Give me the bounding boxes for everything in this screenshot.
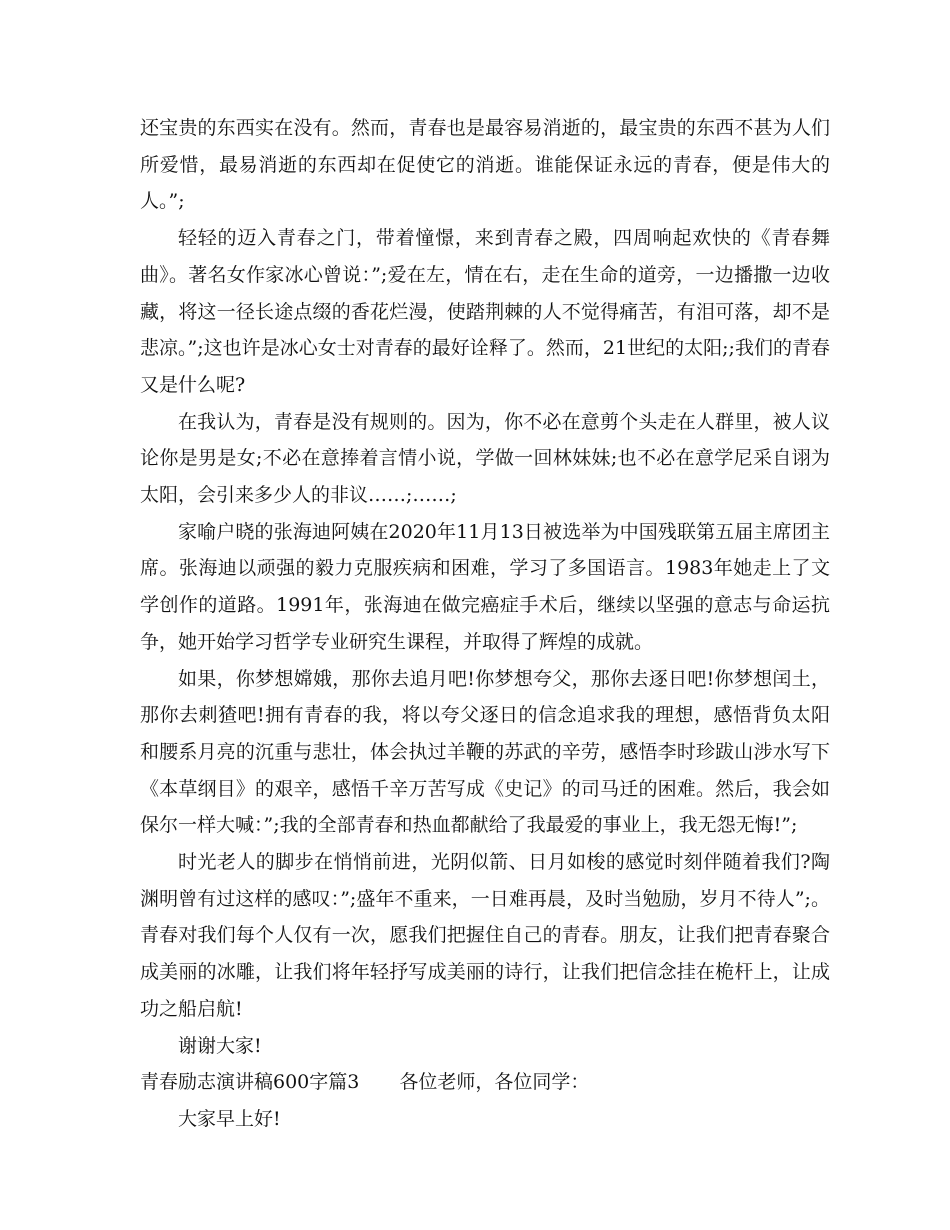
closing-greeting: 大家早上好! [178,1107,281,1130]
section-heading [140,1064,830,1101]
section-title: 青春励志演讲稿600字篇3 [140,1071,360,1094]
paragraph-2: 轻轻的迈入青春之门，带着憧憬，来到青春之殿，四周响起欢快的《青春舞曲》。著名女作家冰心曾说：”;爱在左，情在右，走在生命的道旁，一边播撒一边收藏，将这一径长途点缀的香花烂漫，使踏荆棘的人不觉得痛苦，有泪可落，却不是悲凉。”;这也许是冰心女士对青春的最好诠释了。然而，21世纪的太阳;;我们的青春又是什么呢? [140,227,830,396]
paragraph-5: 如果，你梦想嫦娥，那你去追月吧!你梦想夸父，那你去逐日吧!你梦想闰土，那你去刺猹吧!拥有青春的我，将以夸父逐日的信念追求我的理想，感悟背负太阳和腰系月亮的沉重与悲壮，体会执过羊鞭的苏武的辛劳，感悟李时珍跋山涉水写下《本草纲目》的艰辛，感悟千辛万苦写成《史记》的司马迁的困难。然后，我会如保尔一样大喊：”;我的全部青春和热血都献给了我最爱的事业上，我无怨无悔!”; [140,667,830,837]
document-body [140,110,830,1138]
paragraph-3: 在我认为，青春是没有规则的。因为，你不必在意剪个头走在人群里，被人议论你是男是女;不必在意捧着言情小说，学做一回林妹妹;也不必在意学尼采自诩为太阳，会引来多少人的非议……;……; [140,410,830,507]
paragraph-1: 还宝贵的东西实在没有。然而，青春也是最容易消逝的，最宝贵的东西不甚为人们所爱惜，最易消逝的东西却在促使它的消逝。谁能保证永远的青春，便是伟大的人。”; [140,117,830,213]
paragraph-6: 时光老人的脚步在悄悄前进，光阴似箭、日月如梭的感觉时刻伴随着我们?陶渊明曾有过这样的感叹：”;盛年不重来，一日难再晨，及时当勉励，岁月不待人”;。青春对我们每个人仅有一次，愿我们把握住自己的青春。朋友，让我们把青春聚合成美丽的冰雕，让我们将年轻抒写成美丽的诗行，让我们把信念挂在桅杆上，让成功之船启航! [140,851,830,1020]
paragraph-4: 家喻户晓的张海迪阿姨在2020年11月13日被选举为中国残联第五届主席团主席。张海迪以顽强的毅力克服疾病和困难，学习了多国语言。1983年她走上了文学创作的道路。1991年，张海迪在做完癌症手术后，继续以坚强的意志与命运抗争，她开始学习哲学专业研究生课程，并取得了辉煌的成就。 [140,520,830,653]
paragraph-thanks: 谢谢大家! [178,1034,262,1057]
section-greeting: 各位老师，各位同学： [399,1071,590,1094]
